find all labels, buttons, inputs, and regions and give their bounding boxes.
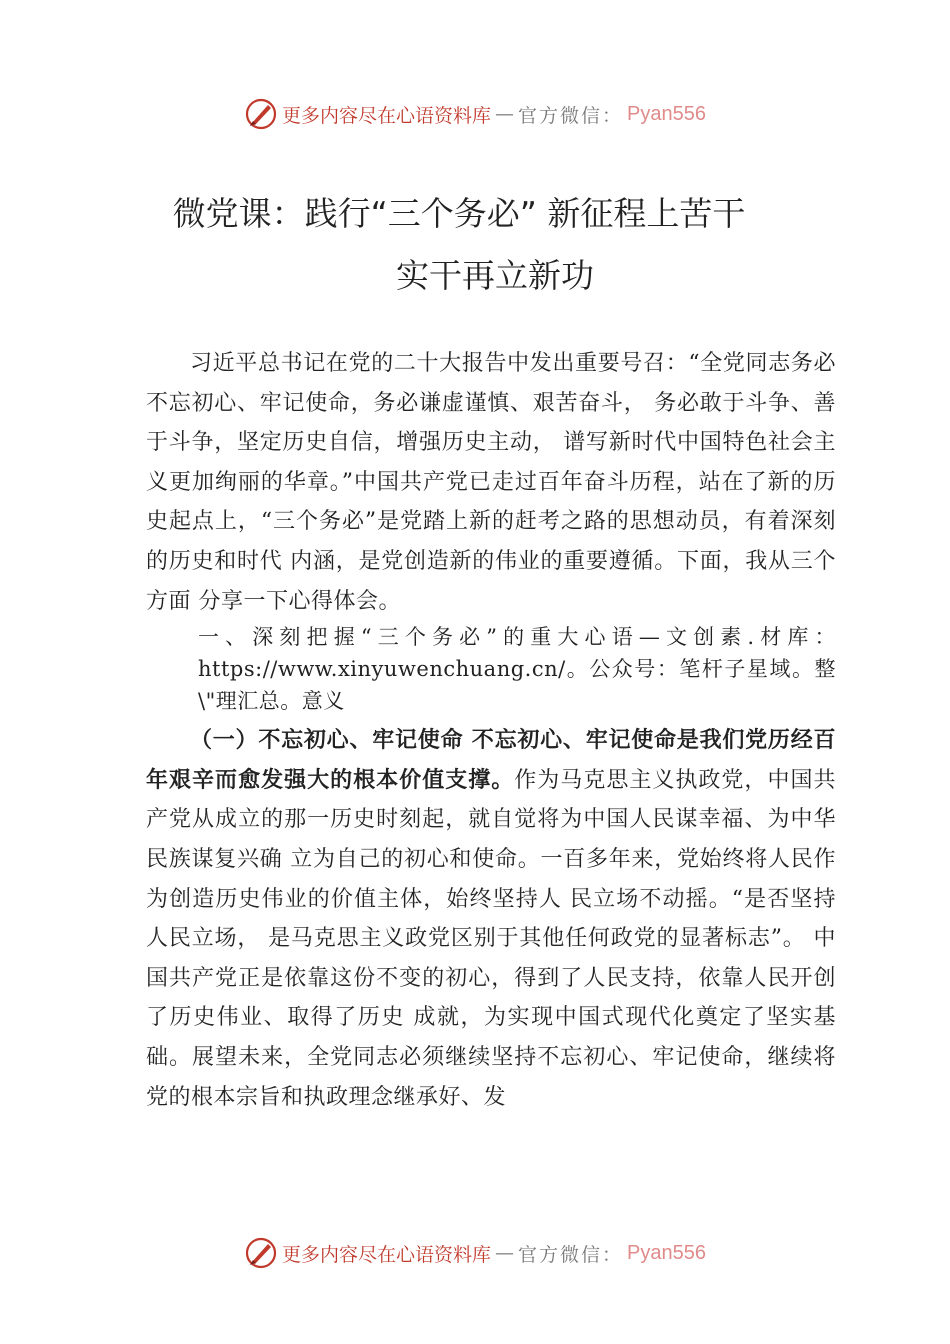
- contact-label: 官方微信：: [518, 104, 624, 127]
- library-text: 更多内容尽在心语资料库: [282, 104, 492, 127]
- footer-watermark: [0, 1233, 950, 1273]
- watermark-separator: —: [495, 1242, 515, 1264]
- document-title-line2: 实干再立新功: [396, 256, 594, 295]
- header-watermark: [0, 94, 950, 134]
- document-body: [146, 344, 836, 1117]
- library-text: 更多内容尽在心语资料库: [282, 1243, 492, 1266]
- subsection-body-1: 作为马克思主义执政党，中国共产党从成立的那一历史时刻起，就自觉将为中国人民谋幸福、为中华民族谋复兴确 立为自己的初心和使命。一百多年来，党始终将人民作为创造历史伟业的价值主体，始终坚持人 民立场不动摇。“是否坚持人民立场， 是马克思主义政党区别于其他任何政党的显著标志”。 中国共产党正是依靠这份不变的初心，得到了人民支持，依靠人民开创了历史伟业、取得了历史 成就，为实现中国式现代化奠定了坚实基础。展望未来，全党同志必须继续坚持不忘初心、牢记使命，继续将党的根本宗旨和执政理念继承好、发: [146, 767, 836, 1110]
- document-title-line1: 微党课：践行“三个务必” 新征程上苦干: [172, 194, 746, 233]
- contact-id: Pyan556: [627, 102, 706, 125]
- pen-logo-icon: [244, 97, 278, 131]
- contact-label: 官方微信：: [518, 1243, 624, 1266]
- intro-paragraph: 习近平总书记在党的二十大报告中发出重要号召：“全党同志务必不忘初心、牢记使命，务必谦虚谨慎、艰苦奋斗， 务必敢于斗争、善于斗争，坚定历史自信，增强历史主动， 谱写新时代中国特色社会主义更加绚丽的华章。”中国共产党已走过百年奋斗历程，站在了新的历史起点上，“三个务必”是党踏上新的赶考之路的思想动员，有着深刻的历史和时代 内涵，是党创造新的伟业的重要遵循。下面，我从三个方面 分享一下心得体会。: [146, 351, 836, 614]
- contact-id: Pyan556: [627, 1241, 706, 1264]
- pen-logo-icon: [244, 1236, 278, 1270]
- section-heading-1: 一、深刻把握“三个务必”的重大心语—文创素.材库：https://www.xinyuwenchuang.cn/。公众号：笔杆子星域。整\"理汇总。意义: [198, 625, 836, 714]
- subsection-heading-1: （一）不忘初心、牢记使命 不忘初心、牢记使命是我们党历经百年艰辛而愈发强大的根本价值支撑。: [146, 727, 836, 793]
- watermark-separator: —: [495, 103, 515, 125]
- subsection-paragraph-1: [146, 721, 836, 1117]
